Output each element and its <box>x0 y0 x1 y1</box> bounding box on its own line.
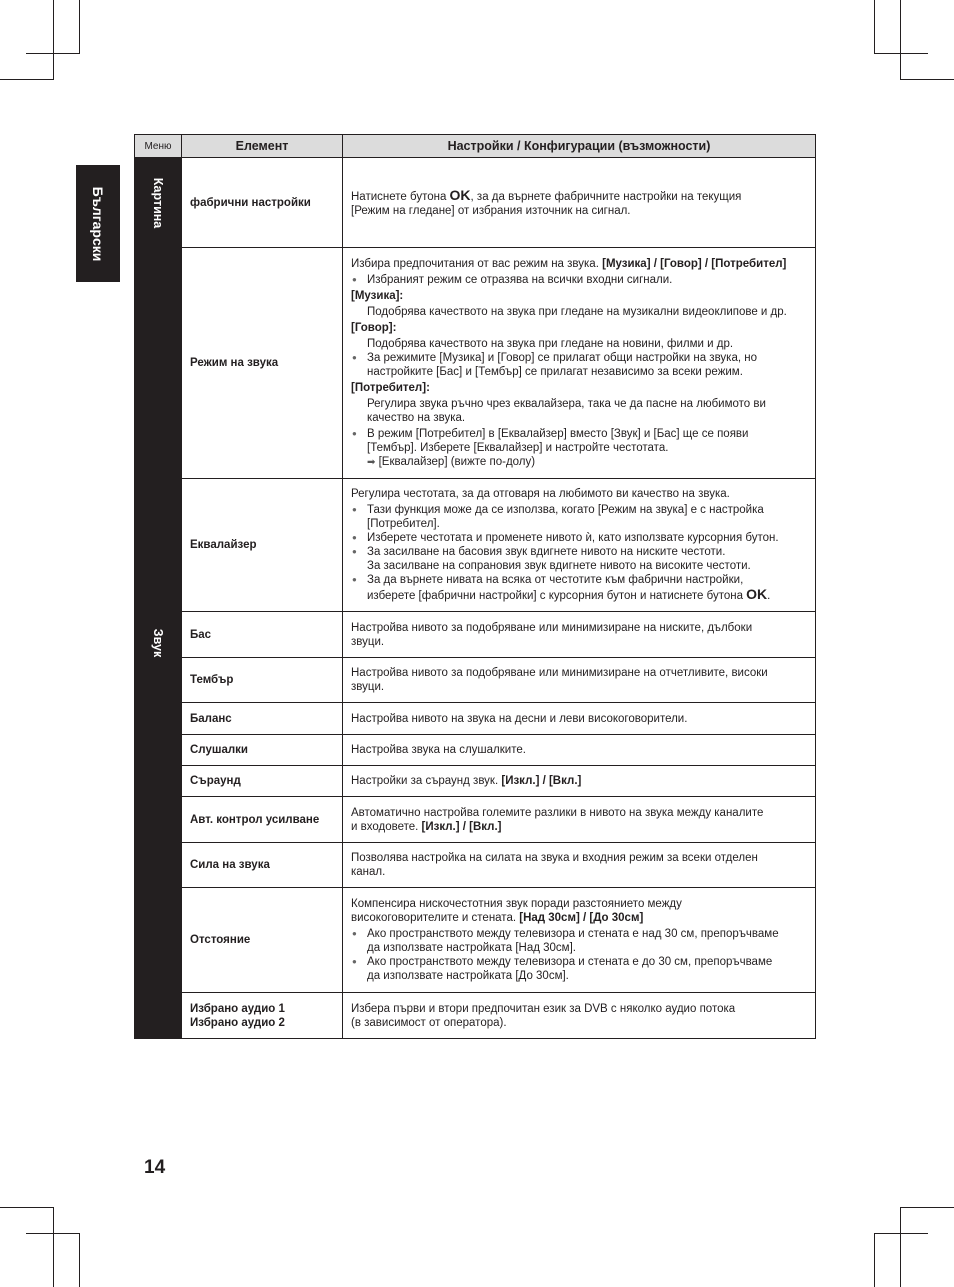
text: да използвате настройката [Над 30см]. <box>367 942 576 954</box>
header-element: Елемент <box>182 135 343 158</box>
text: Тази функция може да се използва, когато [Режим на звука] е с настройка <box>367 504 764 516</box>
desc-balance: Настройва нивото на звука на десни и леви високоговорители. <box>343 703 816 735</box>
options: [Изкл.] / [Вкл.] <box>501 775 582 787</box>
subheading: [Говор]: <box>351 321 397 334</box>
desc-agc <box>343 797 816 843</box>
text: Позволява настройка на силата на звука и входния режим за всеки отделен <box>351 852 758 864</box>
group-sound-label: Звук <box>151 628 165 658</box>
table-row <box>135 479 816 612</box>
bullet <box>351 351 807 379</box>
options: [Музика] / [Говор] / [Потребител] <box>602 257 787 270</box>
crop-mark <box>874 1233 875 1287</box>
bullet <box>351 545 807 573</box>
text: звуци. <box>351 635 385 648</box>
desc-surround <box>343 766 816 797</box>
text: звуци. <box>351 681 385 693</box>
text: Настройва нивото за подобряване или минимизиране на ниските, дълбоки <box>351 621 753 634</box>
text: Натиснете бутона <box>351 190 450 203</box>
text: качество на звука. <box>367 411 466 424</box>
text: изберете [фабрични настройки] с курсорния бутон и натиснете бутона <box>367 590 747 602</box>
element-headphones: Слушалки <box>182 735 343 766</box>
group-sound <box>135 248 182 1039</box>
element-balance: Баланс <box>182 703 343 735</box>
element-sound-mode: Режим на звука <box>182 248 343 479</box>
text: , за да върнете фабричните настройки на текущия <box>470 190 742 203</box>
text: Избира предпочитания от вас режим на звука. <box>351 257 603 270</box>
element-bass: Бас <box>182 612 343 658</box>
arrow-right-icon: ➡ <box>367 456 376 468</box>
element-agc: Авт. контрол усилване <box>182 797 343 843</box>
text: Ако пространството между телевизора и стената е до 30 см, препоръчваме <box>367 956 773 968</box>
text: За засилване на сопрановия звук вдигнете нивото на високите честоти. <box>367 560 751 572</box>
element-treble: Тембър <box>182 658 343 703</box>
crop-mark <box>53 0 54 80</box>
text: За засилване на басовия звук вдигнете нивото на ниските честоти. <box>367 546 726 558</box>
subheading: [Музика]: <box>351 289 404 302</box>
text: Автоматично настройва големите разлики в нивото на звука между каналите <box>351 806 764 819</box>
page-number: 14 <box>144 1157 166 1178</box>
text: [Тембър]. Изберете [Еквалайзер] и настройте честотата. <box>367 441 669 454</box>
text: Регулира звука ръчно чрез еквалайзера, така че да пасне на любимото ви <box>367 397 766 410</box>
text <box>351 397 807 425</box>
ok-button-symbol: OK <box>746 586 768 602</box>
ok-button-symbol: OK <box>449 186 471 203</box>
desc-treble <box>343 658 816 703</box>
desc-distance <box>343 888 816 993</box>
table-row <box>135 993 816 1039</box>
crop-mark <box>79 1233 80 1287</box>
text: Настройва нивото за подобряване или минимизиране на отчетливите, високи <box>351 667 768 679</box>
element-audio-preference <box>182 993 343 1039</box>
text: Компенсира нискочестотния звук поради разстоянието между <box>351 898 682 910</box>
crop-mark <box>900 79 954 80</box>
group-picture <box>135 158 182 248</box>
text: Ако пространството между телевизора и стената е над 30 см, препоръчваме <box>367 928 779 940</box>
desc-audio-preference <box>343 993 816 1039</box>
bullet <box>351 955 807 983</box>
desc-volume <box>343 843 816 888</box>
options: [Изкл.] / [Вкл.] <box>421 820 502 833</box>
desc-headphones: Настройва звука на слушалките. <box>343 735 816 766</box>
text: (в зависимост от оператора). <box>351 1016 507 1029</box>
bullet: ● Избраният режим се отразява на всички входни сигнали. <box>351 273 807 287</box>
element-volume: Сила на звука <box>182 843 343 888</box>
crop-mark <box>874 53 928 54</box>
text: високоговорителите и стената. <box>351 912 520 924</box>
crop-mark <box>874 1233 928 1234</box>
bullet: ● Изберете честотата и променете нивото ѝ, като използвате курсорния бутон. <box>351 531 807 545</box>
text: [Потребител]. <box>367 518 440 530</box>
text: Избрано аудио 2 <box>190 1016 285 1029</box>
table-row <box>135 158 816 248</box>
bullet <box>351 927 807 955</box>
text: [Режим на гледане] от избрания източник на сигнал. <box>351 204 631 217</box>
desc-sound-mode <box>343 248 816 479</box>
language-tab <box>76 165 120 282</box>
desc-bass <box>343 612 816 658</box>
crop-mark <box>0 1207 54 1208</box>
text: Избера първи и втори предпочитан език за DVB с няколко аудио потока <box>351 1002 736 1015</box>
header-settings: Настройки / Конфигурации (възможности) <box>343 135 816 158</box>
header-menu: Меню <box>135 135 182 158</box>
text: За да върнете нивата на всяка от честотите към фабрични настройки, <box>367 574 744 586</box>
text: настройките [Бас] и [Тембър] се прилагат независимо за всеки режим. <box>367 365 743 378</box>
text: Подобрява качеството на звука при гледане на музикални видеоклипове и др. <box>367 305 787 318</box>
crop-mark <box>874 0 875 54</box>
element-surround: Съраунд <box>182 766 343 797</box>
table-row <box>135 888 816 993</box>
text: За режимите [Музика] и [Говор] се прилагат общи настройки на звука, но <box>367 351 757 364</box>
options: [Над 30см] / [До 30см] <box>519 912 644 924</box>
text: Подобрява качеството на звука при гледане на новини, филми и др. <box>367 337 734 350</box>
crop-mark <box>900 1207 954 1208</box>
table-row <box>135 612 816 658</box>
text: да използвате настройката [До 30см]. <box>367 970 569 982</box>
table-row <box>135 797 816 843</box>
element-distance: Отстояние <box>182 888 343 993</box>
settings-table <box>134 134 816 1039</box>
crop-mark <box>0 79 54 80</box>
text: В режим [Потребител] в [Еквалайзер] вместо [Звук] и [Бас] ще се появи <box>367 427 749 440</box>
crop-mark <box>53 1207 54 1287</box>
table-header <box>135 135 816 158</box>
text: Регулира честотата, за да отговаря на любимото ви качество на звука. <box>351 488 730 500</box>
text: Избрано аудио 1 <box>190 1002 285 1015</box>
bullet <box>351 573 807 603</box>
bullet <box>351 503 807 531</box>
cross-reference: [Еквалайзер] (вижте по-долу) <box>378 455 536 468</box>
bullet <box>351 427 807 470</box>
text: и входовете. <box>351 820 422 833</box>
crop-mark <box>79 0 80 54</box>
table-row <box>135 703 816 735</box>
table-row <box>135 658 816 703</box>
text: канал. <box>351 866 386 878</box>
crop-mark <box>26 1233 80 1234</box>
desc-equalizer <box>343 479 816 612</box>
text: . <box>767 590 771 602</box>
table-row <box>135 248 816 479</box>
crop-mark <box>26 53 80 54</box>
table-row <box>135 766 816 797</box>
table-row <box>135 843 816 888</box>
group-picture-label: Картина <box>151 177 165 228</box>
crop-mark <box>900 0 901 80</box>
language-tab-label: Български <box>90 186 106 261</box>
subheading: [Потребител]: <box>351 381 430 394</box>
crop-mark <box>900 1207 901 1287</box>
desc-factory <box>343 158 816 248</box>
text: Настройки за съраунд звук. <box>351 775 502 787</box>
table-row <box>135 735 816 766</box>
element-factory: фабрични настройки <box>182 158 343 248</box>
element-equalizer: Еквалайзер <box>182 479 343 612</box>
